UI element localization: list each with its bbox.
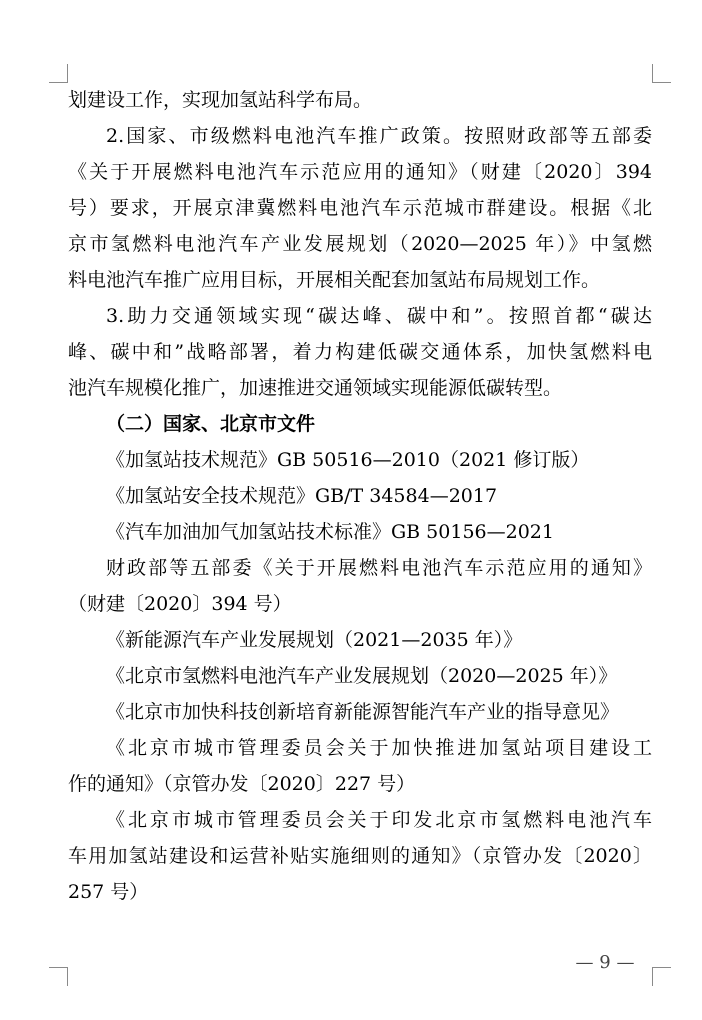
paragraph-line: 划建设工作，实现加氢站科学布局。 [68,89,373,111]
crop-mark-bottom-right [652,967,671,986]
reference-item-continuation: 257 号） [68,881,149,903]
crop-mark-top-right [652,64,671,83]
crop-mark-top-left [49,64,68,83]
reference-item-continuation: （财建〔2020〕394 号） [68,593,292,615]
reference-item: 《新能源汽车产业发展规划（2021—2035 年）》 [106,629,523,651]
reference-item: 《北京市加快科技创新培育新能源智能汽车产业的指导意见》 [106,701,620,723]
reference-item: 《北京市城市管理委员会关于加快推进加氢站项目建设工 [106,737,652,759]
paragraph-line: 2.国家、市级燃料电池汽车推广政策。按照财政部等五部委 [106,125,652,147]
section-heading: （二）国家、北京市文件 [106,413,316,435]
paragraph-line: 料电池汽车推广应用目标，开展相关配套加氢站布局规划工作。 [68,269,601,291]
reference-item-continuation: 作的通知》（京管办发〔2020〕227 号） [68,773,416,795]
reference-item-continuation: 车用加氢站建设和运营补贴实施细则的通知》（京管办发〔2020〕 [68,845,652,867]
page-number: — 9 — [575,952,635,973]
paragraph-line: 号）要求，开展京津冀燃料电池汽车示范城市群建设。根据《北 [68,197,652,219]
reference-item: 《汽车加油加气加氢站技术标准》GB 50156—2021 [106,521,554,543]
paragraph-line: 3.助力交通领域实现“碳达峰、碳中和”。按照首都“碳达 [106,305,652,327]
reference-item: 财政部等五部委《关于开展燃料电池汽车示范应用的通知》 [106,557,652,579]
paragraph-line: 京市氢燃料电池汽车产业发展规划（2020—2025 年）》中氢燃 [68,233,652,255]
paragraph-line: 池汽车规模化推广，加速推进交通领域实现能源低碳转型。 [68,377,563,399]
reference-item: 《北京市氢燃料电池汽车产业发展规划（2020—2025 年）》 [106,665,618,687]
body-text [68,82,652,910]
crop-mark-bottom-left [49,967,68,986]
reference-item: 《北京市城市管理委员会关于印发北京市氢燃料电池汽车 [106,809,652,831]
paragraph-line: 峰、碳中和”战略部署，着力构建低碳交通体系，加快氢燃料电 [68,341,652,363]
paragraph-line: 《关于开展燃料电池汽车示范应用的通知》（财建〔2020〕394 [68,161,652,183]
reference-item: 《加氢站安全技术规范》GB/T 34584—2017 [106,485,498,507]
reference-item: 《加氢站技术规范》GB 50516—2010（2021 修订版） [106,449,590,471]
